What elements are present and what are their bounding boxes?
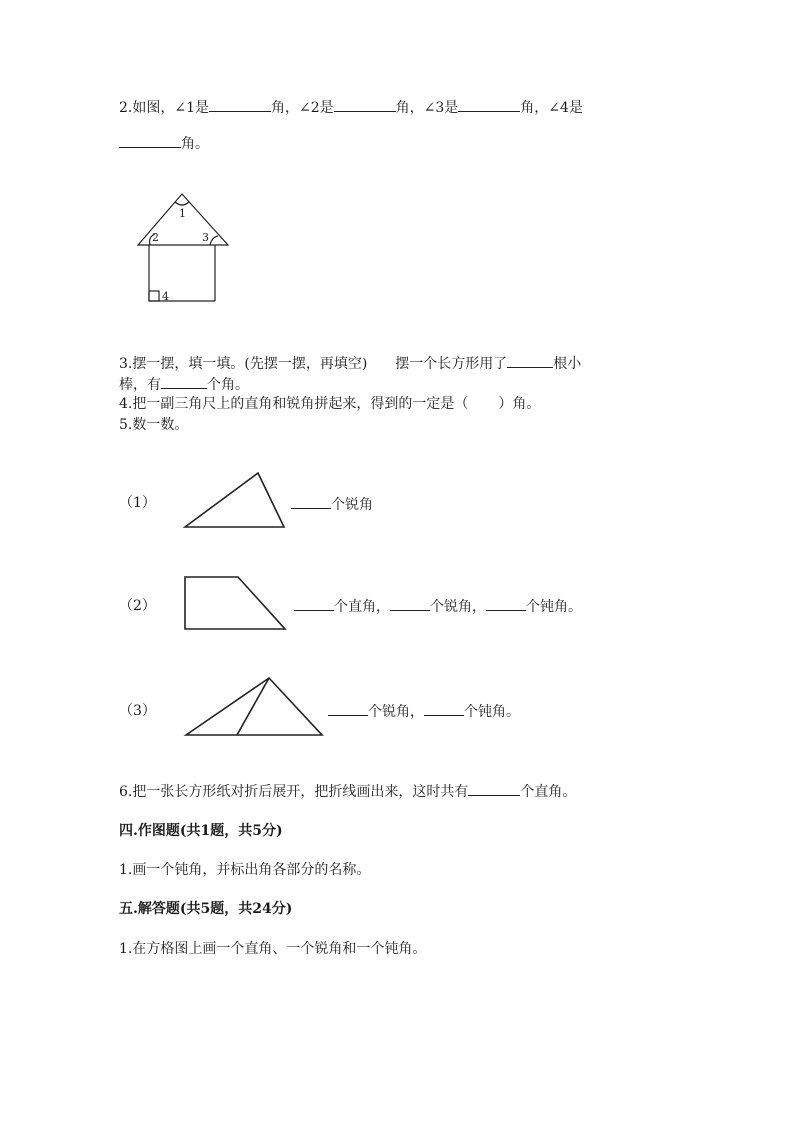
q5-item1-text-1: 个锐角 <box>331 497 373 513</box>
q3-text-3: 棒，有 <box>119 377 161 393</box>
q5-title: 5.数一数。 <box>119 417 189 433</box>
section5-heading: 五.解答题(共5题，共24分) <box>119 901 293 917</box>
q3-text-2: 根小 <box>553 356 582 372</box>
section4-q1: 1.画一个钝角，并标出角各部分的名称。 <box>119 862 371 878</box>
q5-item2-blank-3[interactable] <box>486 596 526 611</box>
q2-text-4: 角，∠4是 <box>520 100 583 116</box>
section5-q1: 1.在方格图上画一个直角、一个锐角和一个钝角。 <box>119 941 427 957</box>
q5-item2-label: （2） <box>119 598 156 614</box>
angle-label-3: 3 <box>202 231 209 244</box>
q6-text-1: 6.把一张长方形纸对折后展开，把折线画出来，这时共有 <box>119 784 469 800</box>
q5-item2-blank-1[interactable] <box>294 596 334 611</box>
q5-item3-text-1: 个锐角， <box>368 704 424 720</box>
q5-item3-blank-1[interactable] <box>328 701 368 716</box>
q5-item3-blank-2[interactable] <box>424 701 464 716</box>
q2-text-1: 2.如图，∠1是 <box>119 100 209 116</box>
q2-blank-2[interactable] <box>334 97 396 112</box>
house-figure <box>130 188 240 308</box>
q2-blank-4[interactable] <box>119 133 181 148</box>
section4-heading: 四.作图题(共1题，共5分) <box>119 823 283 839</box>
angle-label-1: 1 <box>179 207 186 220</box>
q5-item3-answer <box>328 701 520 722</box>
q2-line2 <box>119 133 209 154</box>
q5-item2-answer <box>294 596 582 617</box>
q5-item1-blank-1[interactable] <box>291 494 331 509</box>
angle-arc-3 <box>210 236 218 245</box>
right-angle-mark-4 <box>149 291 159 301</box>
angle-label-4: 4 <box>162 290 169 303</box>
q3-text-1: 3.摆一摆，填一填。(先摆一摆，再填空) 摆一个长方形用了 <box>119 356 508 372</box>
q5-item2-text-2: 个锐角， <box>430 599 486 615</box>
q2-text-2: 角，∠2是 <box>271 100 334 116</box>
q5-item2-text-3: 个钝角。 <box>526 599 582 615</box>
q5-item3-text-2: 个钝角。 <box>464 704 520 720</box>
q3-blank-1[interactable] <box>507 353 553 368</box>
q3-text-4: 个角。 <box>207 377 249 393</box>
q6-blank[interactable] <box>468 781 520 796</box>
q3-line1 <box>119 353 581 374</box>
q5-item1-label: （1） <box>119 495 156 511</box>
q5-item2-trapezoid <box>180 572 290 634</box>
angle-label-2: 2 <box>152 231 159 244</box>
q6-line <box>119 781 576 802</box>
q2-blank-1[interactable] <box>209 97 271 112</box>
q2-blank-3[interactable] <box>458 97 520 112</box>
q5-item3-label: （3） <box>119 703 156 719</box>
q2-text-5: 角。 <box>181 136 209 152</box>
q5-item1-triangle <box>180 468 290 530</box>
q3-blank-2[interactable] <box>161 374 207 389</box>
q5-item2-blank-2[interactable] <box>390 596 430 611</box>
q5-item2-text-1: 个直角， <box>334 599 390 615</box>
q4-text-1: 4.把一副三角尺上的直角和锐角拼起来，得到的一定是（ <box>119 396 469 412</box>
q3-line2 <box>119 374 249 395</box>
q6-text-2: 个直角。 <box>520 784 577 800</box>
q4-text-2: ）角。 <box>498 396 541 412</box>
angle-arc-1 <box>175 202 189 205</box>
q5-item3-triangles <box>180 672 330 740</box>
q4-line <box>119 394 540 414</box>
q5-item1-answer <box>291 494 373 515</box>
q2-line1 <box>119 97 583 118</box>
q2-text-3: 角，∠3是 <box>395 100 459 116</box>
